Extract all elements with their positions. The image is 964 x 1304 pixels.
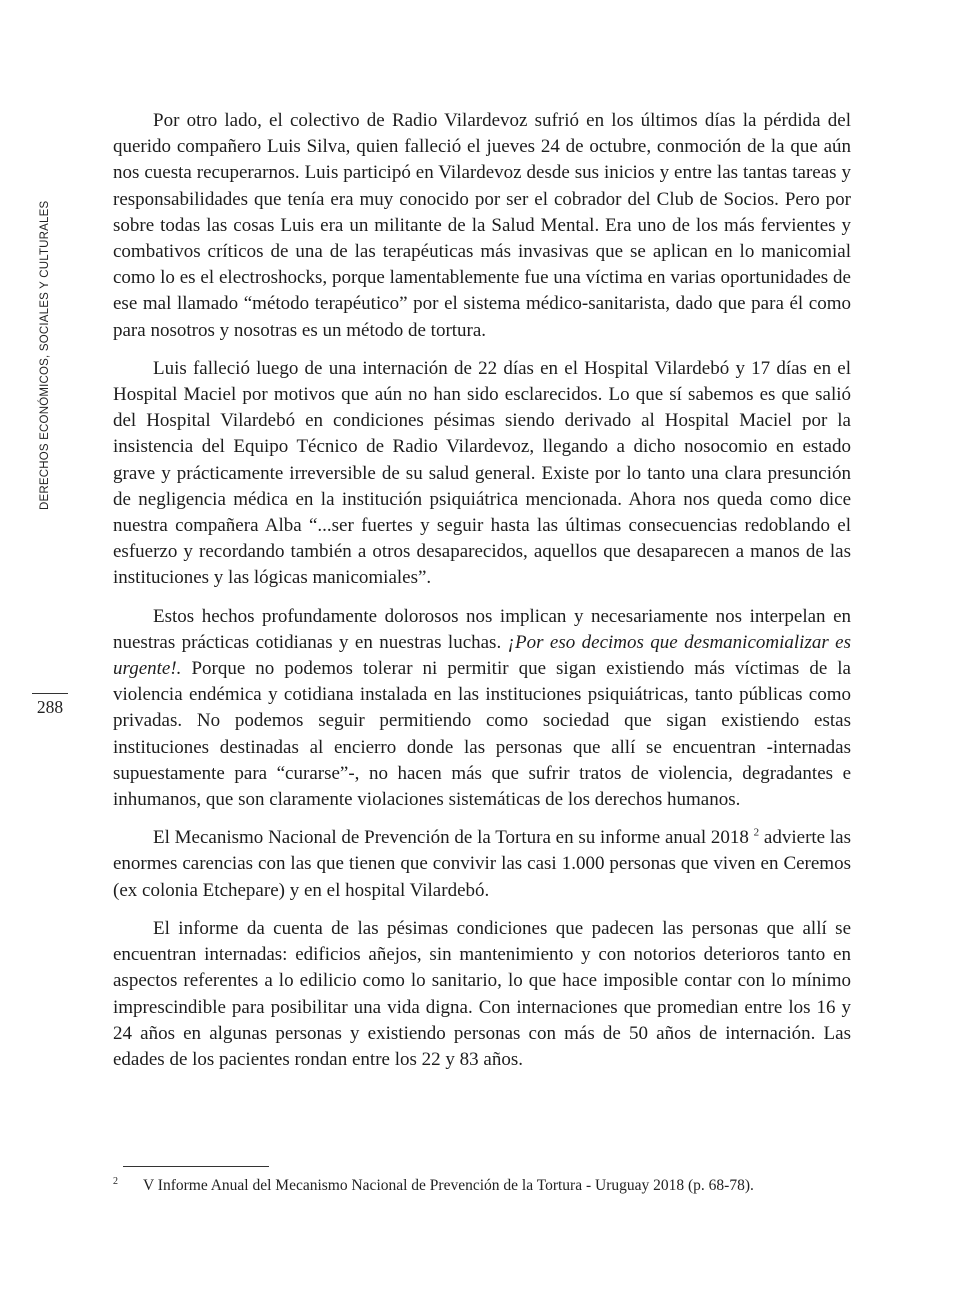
footnote: 2 V Informe Anual del Mecanismo Nacional de Prevención de la Tortura - Uruguay 2018 (p. 68-78). [113,1175,754,1194]
paragraph-3-text-start: Estos hechos profundamente dolorosos nos implican y necesariamente nos interpelan en nuestras prácticas cotidianas y en nuestras luchas. [113,605,851,653]
footnote-rule [123,1166,269,1167]
paragraph-4 [113,825,851,904]
footnote-reference: 2 [753,826,760,839]
paragraph-3 [113,604,851,814]
paragraph-4-text-start: El Mecanismo Nacional de Prevención de la Tortura en su informe anual 2018 [153,827,754,849]
paragraph-3-emphasis: ¡Por eso decimos que desmanicomializar es urgente!. [113,631,851,680]
paragraph-1: Por otro lado, el colectivo de Radio Vilardevoz sufrió en los últimos días la pérdida del querido compañero Luis Silva, quien falleció el jueves 24 de octubre, conmoción de la que aún nos cuesta recuperarnos. Luis participó en Vilardevoz desde sus inicios y entre las tantas tareas y responsabilidades que tenía era muy conocido por ser el cobrador del Club de Socios. Pero por sobre todas las cosas Luis era un militante de la Salud Mental. Era uno de los más fervientes y combativos críticos de una de las terapéuticas más invasivas que se aplican en lo manicomial como lo es el electroshocks, porque lamentablemente fue una víctima en varias oportunidades de ese mal llamado “método terapéutico” por el sistema médico-sanitarista, dado que para él como para nosotros y nosotras es un método de tortura. [113,110,851,341]
paragraph-5: El informe da cuenta de las pésimas condiciones que padecen las personas que allí se encuentran internadas: edificios añejos, sin mantenimiento y con notorios deterioros tanto en aspectos referentes a lo edilicio como lo sanitario, lo que hace imposible contar con lo mínimo imprescindible para posibilitar una vida digna. Con internaciones que promedian entre los 16 y 24 años en algunas personas y existiendo personas con más de 50 años de internación. Las edades de los pacientes rondan entre los 22 y 83 años. [113,917,851,1070]
paragraph-2: Luis falleció luego de una internación de 22 días en el Hospital Vilardebó y 17 días en el Hospital Maciel por motivos que aún no han sido esclarecidos. Lo que sí sabemos es que salió del Hospital Vilardebó en condiciones pésimas siendo derivado al Hospital Maciel por la insistencia del Equipo Técnico de Radio Vilardevoz, llegando a dicho nosocomio en estado grave y prácticamente irreversible de su salud general. Existe por lo tanto una clara presunción de negligencia médica en la institución psiquiátrica mencionada. Ahora nos queda como dice nuestra compañera Alba “...ser fuertes y seguir hasta las últimas consecuencias redoblando el esfuerzo y recordando también a otros desaparecidos, aquellos que desaparecen a manos de las instituciones y las lógicas manicomiales”. [113,357,851,589]
page-number: 288 [36,697,64,717]
page-number-rule [32,693,68,694]
body-text [113,108,851,1085]
footnote-text: V Informe Anual del Mecanismo Nacional de Prevención de la Tortura - Uruguay 2018 (p. 68-78). [143,1177,754,1194]
paragraph-4-text-end: advierte las enormes carencias con las que tienen que convivir las casi 1.000 personas que viven en Ceremos (ex colonia Etchepare) y en el hospital Vilardebó. [113,827,851,901]
running-head: DERECHOS ECONÓMICOS, SOCIALES Y CULTURALES [39,200,51,510]
paragraph-3-text-end: Porque no podemos tolerar ni permitir que sigan existiendo más víctimas de la violencia endémica y cotidiana instalada en las instituciones psiquiátricas, tanto públicas como privadas. No podemos seguir permitiendo como sociedad que sigan existiendo estas instituciones destinadas al encierro donde las personas que allí se encuentran -internadas supuestamente para “curarse”-, no hacen más que sufrir tratos de violencia, degradantes e inhumanos, que son claramente violaciones sistemáticas de los derechos humanos. [113,658,851,811]
